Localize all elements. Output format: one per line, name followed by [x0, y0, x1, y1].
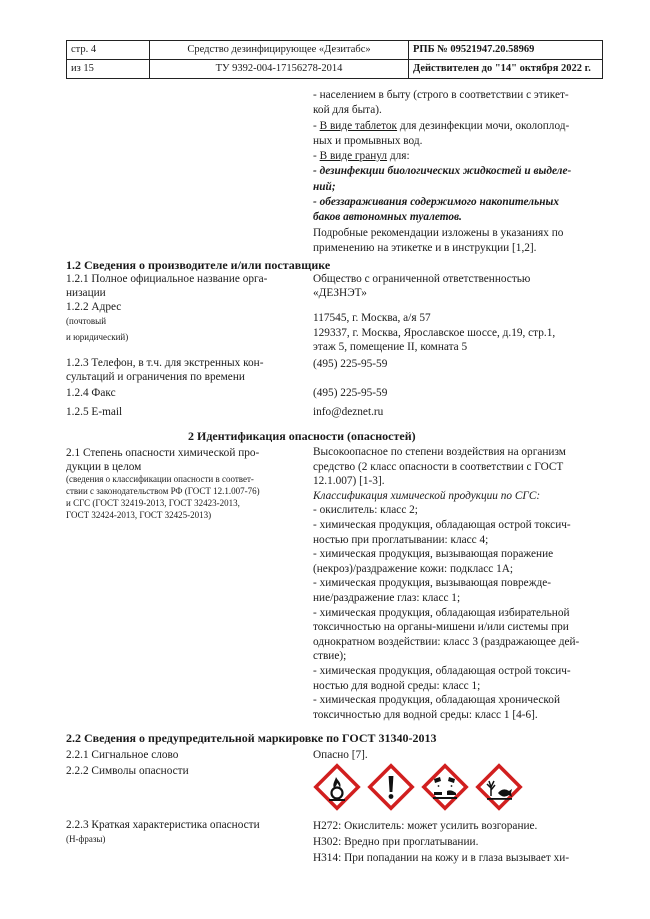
text-line: кой для быта).: [313, 104, 382, 117]
text-line: - химическая продукция, обладающая избирательной: [313, 606, 570, 619]
h-phrase: H272: Окислитель: может усилить возгорание.: [313, 820, 538, 832]
ghs-pictograms: [312, 762, 524, 812]
section-1-2-title: 1.2 Сведения о производителе и/или поставщике: [66, 258, 331, 272]
h-phrases-label-1: 2.2.3 Краткая характеристика опасности: [66, 819, 260, 831]
header-registration-cell: [409, 41, 602, 78]
header-product-cell: [150, 41, 409, 78]
usage-continuation: [313, 88, 605, 256]
org-name-label-1: 1.2.1 Полное официальное название орга-: [66, 273, 268, 285]
h-phrase: H314: При попадании на кожу и в глаза вызывает хи-: [313, 852, 570, 865]
product-tu: ТУ 9392-004-17156278-2014: [215, 63, 343, 74]
address-label: 1.2.2 Адрес: [66, 301, 122, 313]
header-page-cell: [67, 41, 150, 78]
legal-address-2: этаж 5, помещение II, комната 5: [313, 341, 468, 353]
page-number: стр. 4: [67, 41, 149, 60]
product-name: Средство дезинфицирующее «Дезитабс»: [150, 41, 408, 60]
classification-note-3: и СГС (ГОСТ 32419-2013, ГОСТ 32423-2013,: [66, 498, 240, 508]
flame-over-circle-icon: [312, 762, 362, 812]
classification-note-2: ствии с законодательством РФ (ГОСТ 12.1.007-76): [66, 486, 260, 496]
validity-date: Действителен до "14" октября 2022 г.: [413, 63, 591, 74]
text-line: - дезинфекции биологических жидкостей и выделе-: [313, 165, 572, 178]
text-line: ний;: [313, 180, 336, 193]
text-line: - химическая продукция, обладающая острой токсич-: [313, 664, 571, 677]
ghs-heading: Классификация химической продукции по СГС:: [313, 489, 541, 502]
fax-label: 1.2.4 Факс: [66, 387, 116, 399]
text-line: применению на этикетке и в инструкции [1,2].: [313, 241, 537, 254]
postal-address: 117545, г. Москва, а/я 57: [313, 312, 431, 324]
rpb-number: РПБ № 09521947.20.58969: [409, 41, 602, 60]
classification-note-1: (сведения о классификации опасности в соответ-: [66, 474, 254, 484]
text-line: Подробные рекомендации изложены в указаниях по: [313, 226, 564, 239]
phone-label-2: сультаций и ограничения по времени: [66, 371, 245, 383]
legal-address-1: 129337, г. Москва, Ярославское шоссе, д.19, стр.1,: [313, 327, 556, 339]
text-line: - химическая продукция, вызывающая поражение: [313, 548, 554, 561]
text-line: однократном воздействии: класс 3 (раздражающее дей-: [313, 635, 580, 648]
phone-value: (495) 225-95-59: [313, 358, 388, 370]
hazard-degree-label-1: 2.1 Степень опасности химической про-: [66, 447, 260, 459]
address-sub-1: (почтовый: [66, 316, 107, 326]
text-line: - обеззараживания содержимого накопительных: [313, 196, 560, 209]
org-name-value-2: «ДЕЗНЭТ»: [313, 287, 367, 299]
text-line: - В виде гранул для:: [313, 150, 410, 163]
corrosion-icon: [420, 762, 470, 812]
section-2-title: 2 Идентификация опасности (опасностей): [188, 429, 416, 443]
header-table: [66, 40, 603, 79]
org-name-label-2: низации: [66, 287, 106, 299]
text-line: - химическая продукция, обладающая хронической: [313, 694, 560, 707]
section-2-2-title: 2.2 Сведения о предупредительной маркировке по ГОСТ 31340-2013: [66, 731, 437, 745]
h-phrase: H302: Вредно при проглатывании.: [313, 836, 479, 849]
page-total: из 15: [71, 63, 94, 74]
text-line: ние/раздражение глаз: класс 1;: [313, 591, 461, 604]
hazard-degree-label-2: дукции в целом: [66, 461, 142, 473]
environment-icon: [474, 762, 524, 812]
classification-note-4: ГОСТ 32424-2013, ГОСТ 32425-2013): [66, 510, 212, 520]
org-name-value-1: Общество с ограниченной ответственностью: [313, 273, 531, 285]
text-line: ствие);: [313, 650, 347, 663]
text-line: - химическая продукция, вызывающая поврежде-: [313, 577, 552, 590]
text-line: Высокоопасное по степени воздействия на организм: [313, 446, 566, 458]
granules-underlined: В виде гранул: [319, 150, 388, 163]
address-sub-2: и юридический): [66, 332, 129, 342]
text-line: - населением в быту (строго в соответствии с этикет-: [313, 89, 569, 101]
email-value[interactable]: info@deznet.ru: [313, 406, 384, 418]
text-line: токсичностью для водной среды: класс 1 [4-6].: [313, 708, 538, 721]
text-line: токсичностью на органы-мишени и/или системы при: [313, 621, 569, 634]
signal-word-label: 2.2.1 Сигнальное слово: [66, 749, 179, 761]
text-line: 12.1.007) [1-3].: [313, 475, 385, 488]
text-line: - химическая продукция, обладающая острой токсич-: [313, 518, 571, 531]
text-line: ных и промывных вод.: [313, 134, 423, 147]
text-line: (некроз)/раздражение кожи: подкласс 1А;: [313, 562, 514, 575]
text-line: ностью при проглатывании: класс 4;: [313, 533, 489, 546]
text-line: - В виде таблеток для дезинфекции мочи, околоплод-: [313, 119, 570, 132]
text-line: средство (2 класс опасности в соответствии с ГОСТ: [313, 460, 564, 473]
email-label: 1.2.5 E-mail: [66, 406, 123, 418]
hazard-classification-text: [313, 445, 605, 722]
signal-word-value: Опасно [7].: [313, 749, 368, 761]
h-phrases-list: [313, 818, 605, 867]
text-line: ностью для водной среды: класс 1;: [313, 679, 481, 692]
exclamation-icon: [366, 762, 416, 812]
tablets-underlined: В виде таблеток: [319, 119, 398, 132]
phone-label-1: 1.2.3 Телефон, в т.ч. для экстренных кон-: [66, 357, 264, 369]
text-line: баков автономных туалетов.: [313, 211, 462, 224]
hazard-symbols-label: 2.2.2 Символы опасности: [66, 765, 189, 777]
fax-value: (495) 225-95-59: [313, 387, 388, 399]
h-phrases-label-2: (H-фразы): [66, 834, 106, 844]
text-line: - окислитель: класс 2;: [313, 504, 418, 517]
